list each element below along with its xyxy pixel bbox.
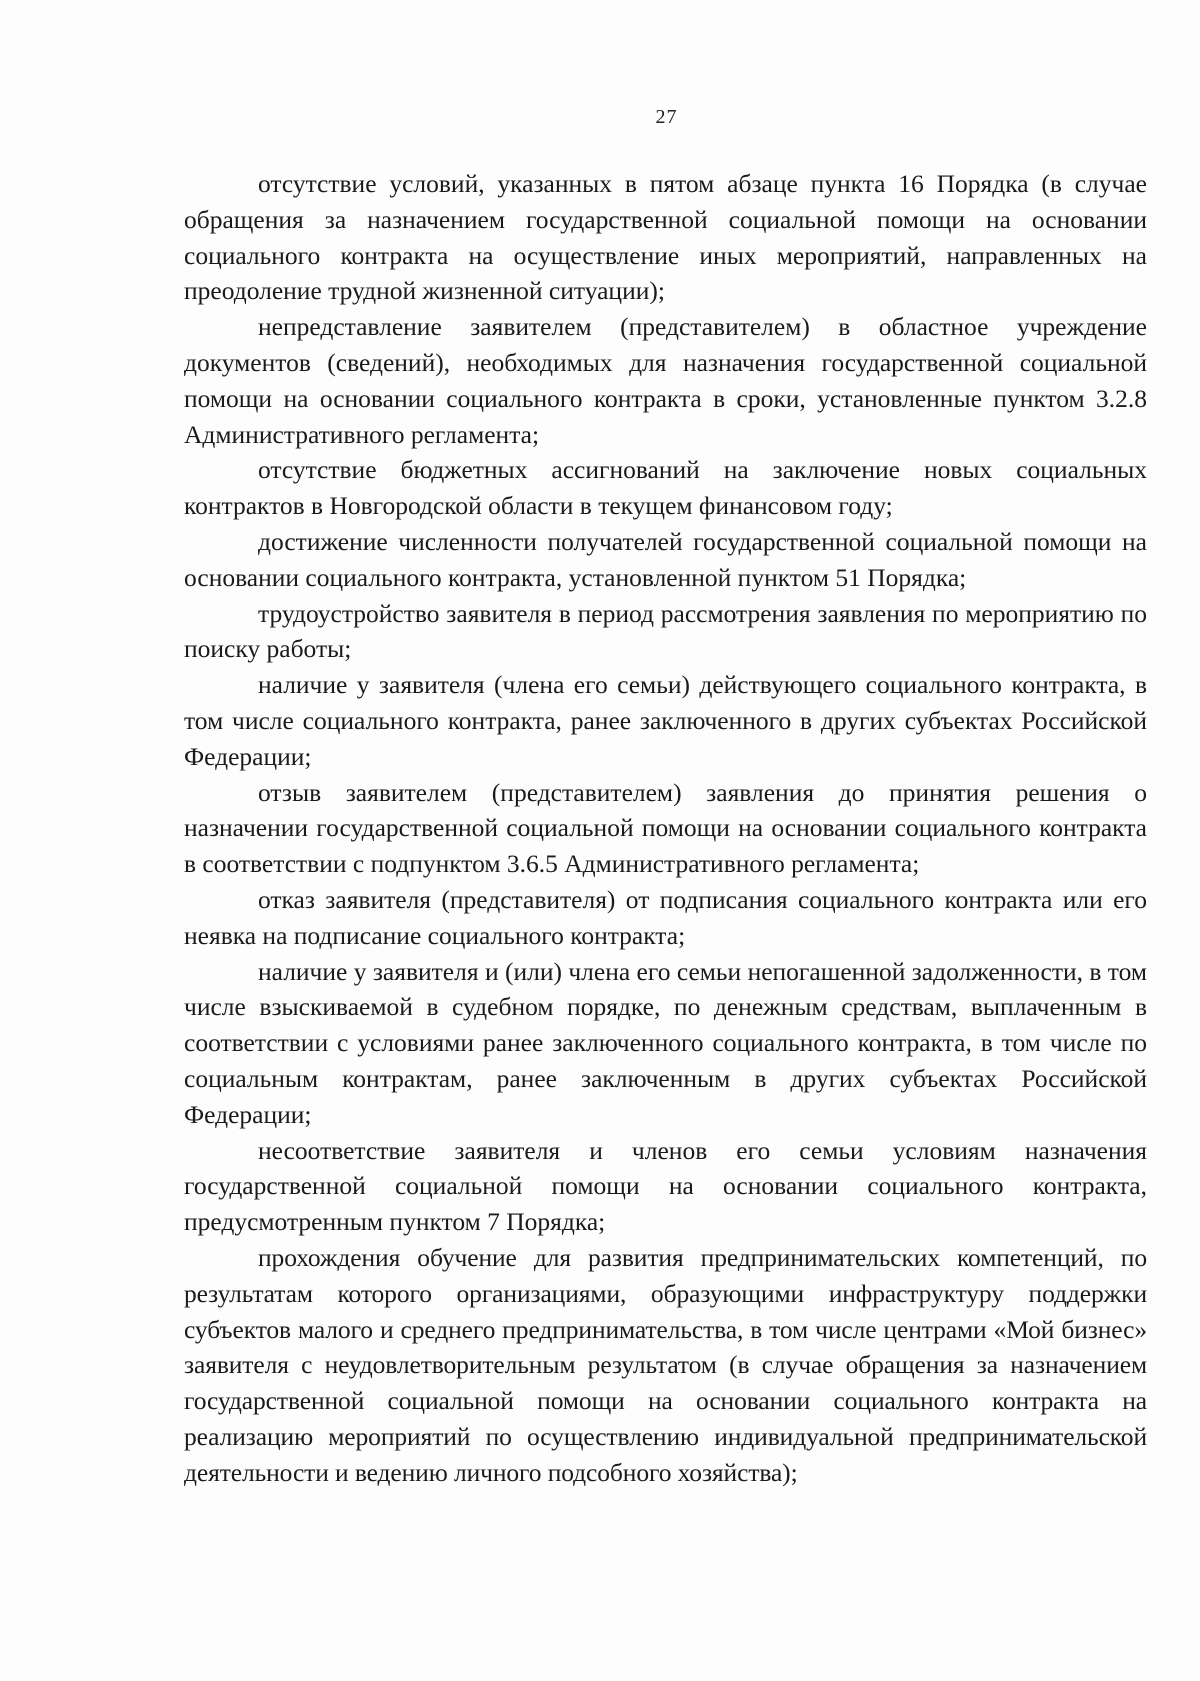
paragraph: наличие у заявителя (члена его семьи) действующего социального контракта, в том числе социального контракта, ранее заключенного в других субъектах Российской Федерации; [184, 670, 1147, 771]
paragraph: отсутствие бюджетных ассигнований на заключение новых социальных контрактов в Новгородской области в текущем финансовом году; [184, 455, 1147, 521]
paragraph: наличие у заявителя и (или) члена его семьи непогашенной задолженности, в том числе взыскиваемой в судебном порядке, по денежным средствам, выплаченным в соответствии с условиями ранее заключенного социального контракта, в том числе по социальным контрактам, ранее заключенным в других субъектах Российской Федерации; [184, 956, 1147, 1129]
paragraph: трудоустройство заявителя в период рассмотрения заявления по мероприятию по поиску работы; [184, 598, 1147, 664]
document-body [184, 166, 1147, 1490]
paragraph: отсутствие условий, указанных в пятом абзаце пункта 16 Порядка (в случае обращения за назначением государственной социальной помощи на основании социального контракта на осуществление иных мероприятий, направленных на преодоление трудной жизненной ситуации); [184, 169, 1147, 306]
paragraph: отзыв заявителем (представителем) заявления до принятия решения о назначении государственной социальной помощи на основании социального контракта в соответствии с подпунктом 3.6.5 Административного регламента; [184, 777, 1147, 879]
paragraph: достижение численности получателей государственной социальной помощи на основании социального контракта, установленной пунктом 51 Порядка; [184, 526, 1147, 592]
page-number: 27 [655, 106, 678, 128]
paragraph: несоответствие заявителя и членов его семьи условиям назначения государственной социальной помощи на основании социального контракта, предусмотренным пунктом 7 Порядка; [184, 1135, 1147, 1237]
paragraph: прохождения обучение для развития предпринимательских компетенций, по результатам которого организациями, образующими инфраструктуру поддержки субъектов малого и среднего предпринимательства, в том числе центрами «Мой бизнес» заявителя с неудовлетворительным результатом (в случае обращения за назначением государственной социальной помощи на основании социального контракта на реализацию мероприятий по осуществлению индивидуальной предпринимательской деятельности и ведению личного подсобного хозяйства); [184, 1242, 1147, 1487]
paragraph: непредставление заявителем (представителем) в областное учреждение документов (сведений), необходимых для назначения государственной социальной помощи на основании социального контракта в сроки, установленные пунктом 3.2.8 Административного регламента; [184, 312, 1147, 449]
paragraph: отказ заявителя (представителя) от подписания социального контракта или его неявка на подписание социального контракта; [184, 884, 1147, 950]
